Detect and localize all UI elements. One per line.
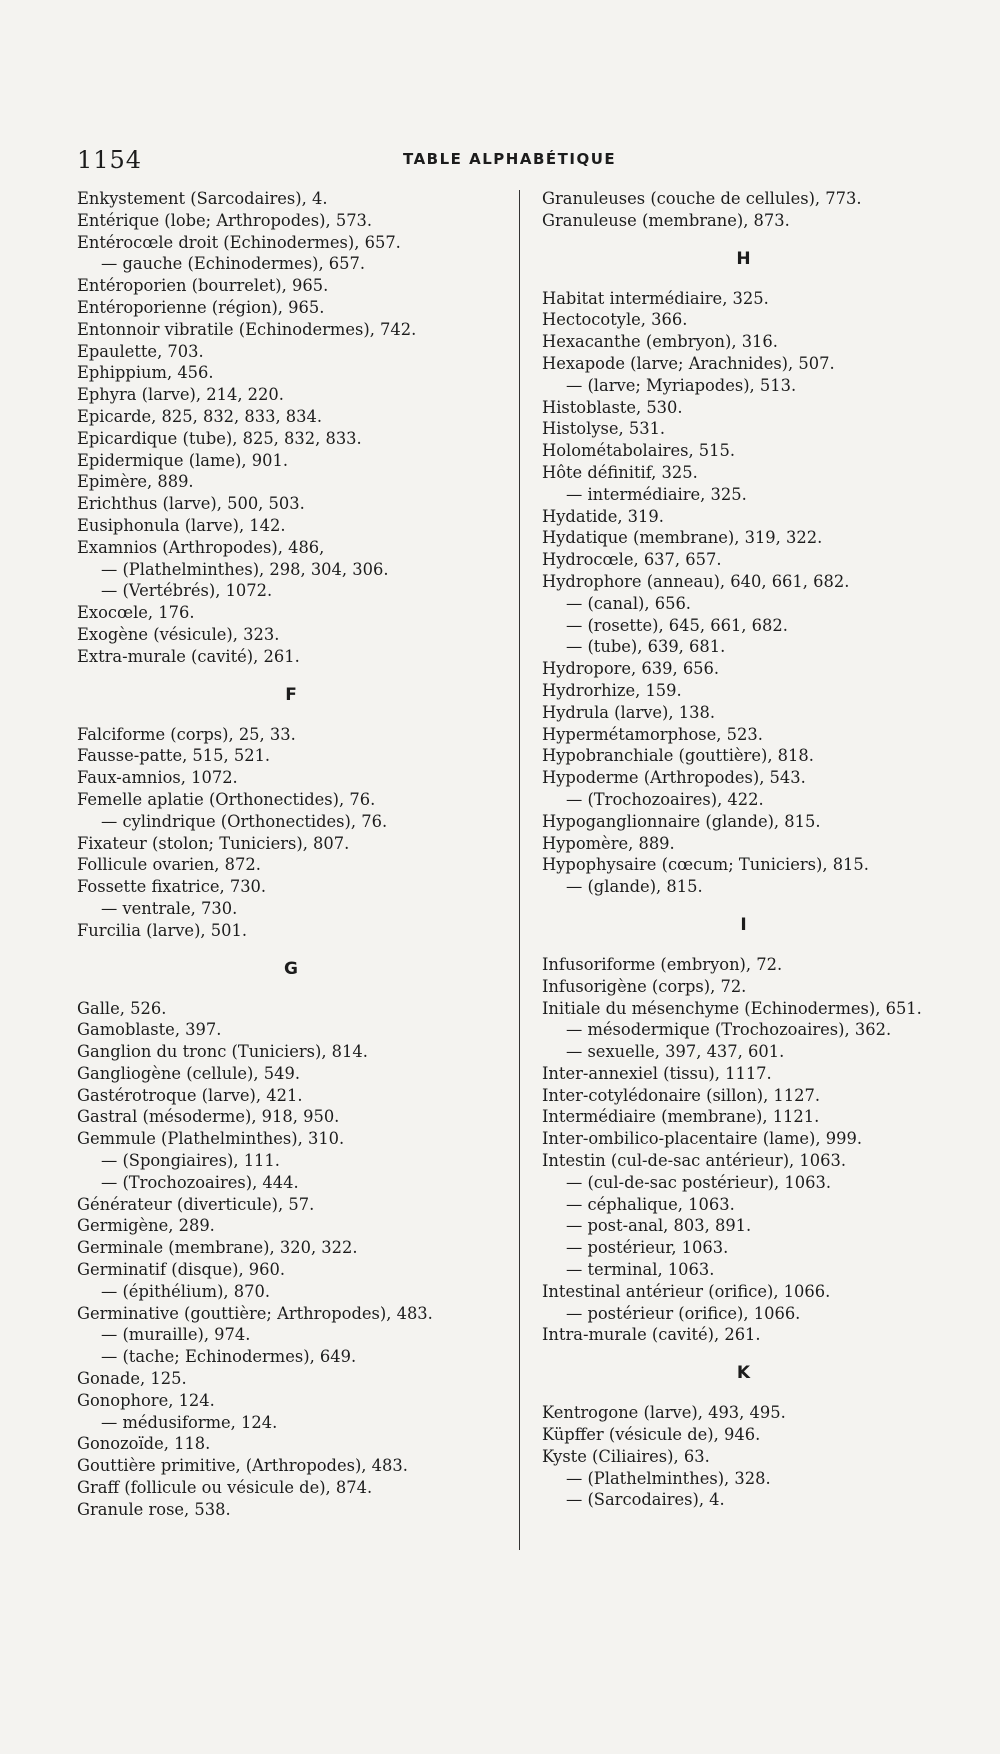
index-entry: Enkystement (Sarcodaires), 4.: [77, 189, 328, 208]
index-entry: Germinale (membrane), 320, 322.: [77, 1238, 358, 1258]
index-entry: Exocœle, 176.: [77, 603, 195, 623]
index-subentry: — (Plathelminthes), 298, 304, 306.: [101, 559, 389, 579]
index-entry: Infusorigène (corps), 72.: [542, 976, 747, 996]
index-entry: Epicarde, 825, 832, 833, 834.: [77, 406, 323, 426]
index-entry: Granule rose, 538.: [77, 1499, 231, 1519]
index-entry: Intermédiaire (membrane), 1121.: [542, 1107, 820, 1127]
index-entry: Gonozoïde, 118.: [77, 1434, 211, 1454]
index-entry: Kentrogone (larve), 493, 495.: [542, 1403, 786, 1423]
index-entry: Hydatide, 319.: [542, 506, 664, 526]
index-entry: Hydrocœle, 637, 657.: [542, 550, 722, 570]
column-divider: [519, 190, 520, 1550]
index-subentry: — gauche (Echinodermes), 657.: [101, 254, 366, 274]
index-subentry: — (épithélium), 870.: [101, 1281, 271, 1301]
index-subentry: — postérieur (orifice), 1066.: [566, 1303, 801, 1323]
index-subentry: — intermédiaire, 325.: [566, 484, 747, 504]
index-entry: Intestinal antérieur (orifice), 1066.: [542, 1281, 831, 1301]
index-entry: Germigène, 289.: [77, 1216, 215, 1236]
index-entry: Intra-murale (cavité), 261.: [542, 1325, 761, 1345]
index-entry: Ephippium, 456.: [77, 363, 214, 383]
index-column-right: [542, 188, 947, 1511]
index-entry: Hectocotyle, 366.: [542, 310, 688, 330]
index-subentry: — (Sarcodaires), 4.: [566, 1490, 725, 1510]
index-entry: Falciforme (corps), 25, 33.: [77, 724, 296, 744]
index-entry: Hypobranchiale (gouttière), 818.: [542, 746, 814, 766]
index-entry: Granuleuse (membrane), 873.: [542, 210, 790, 230]
index-entry: Histoblaste, 530.: [542, 397, 683, 417]
section-letter-heading: H: [736, 248, 753, 269]
index-entry: Holométabolaires, 515.: [542, 441, 736, 461]
index-entry: Hexapode (larve; Arachnides), 507.: [542, 353, 835, 373]
index-entry: Epimère, 889.: [77, 472, 194, 492]
index-entry: Inter-annexiel (tissu), 1117.: [542, 1063, 772, 1083]
index-entry: Infusoriforme (embryon), 72.: [542, 954, 783, 974]
index-entry: Germinatif (disque), 960.: [77, 1260, 286, 1280]
index-column-left: [77, 188, 507, 1521]
index-entry: Hypoderme (Arthropodes), 543.: [542, 768, 806, 788]
index-entry: Hydrophore (anneau), 640, 661, 682.: [542, 571, 850, 591]
section-letter-heading: G: [284, 958, 300, 979]
index-entry: Fixateur (stolon; Tuniciers), 807.: [77, 833, 350, 853]
index-subentry: — postérieur, 1063.: [566, 1238, 729, 1258]
index-entry: Gonophore, 124.: [77, 1390, 215, 1410]
index-subentry: — (tache; Echinodermes), 649.: [101, 1347, 357, 1367]
index-entry: Hypomère, 889.: [542, 833, 675, 853]
index-entry: Gemmule (Plathelminthes), 310.: [77, 1129, 345, 1149]
section-letter-heading: I: [740, 914, 749, 935]
index-entry: Erichthus (larve), 500, 503.: [77, 494, 305, 514]
index-entry: Hypophysaire (cœcum; Tuniciers), 815.: [542, 855, 869, 875]
index-entry: Ganglion du tronc (Tuniciers), 814.: [77, 1042, 368, 1062]
index-entry: Galle, 526.: [77, 998, 167, 1018]
index-subentry: — post-anal, 803, 891.: [566, 1216, 752, 1236]
index-entry: Hypoganglionnaire (glande), 815.: [542, 811, 821, 831]
index-subentry: — (glande), 815.: [566, 877, 703, 897]
index-entry: Furcilia (larve), 501.: [77, 920, 248, 940]
index-entry: Epidermique (lame), 901.: [77, 450, 289, 470]
index-entry: Gangliogène (cellule), 549.: [77, 1063, 300, 1083]
index-entry: Graff (follicule ou vésicule de), 874.: [77, 1478, 373, 1498]
index-entry: Examnios (Arthropodes), 486,: [77, 537, 325, 557]
index-entry: Hydrula (larve), 138.: [542, 702, 716, 722]
index-entry: Küpffer (vésicule de), 946.: [542, 1425, 761, 1445]
index-entry: Entonnoir vibratile (Echinodermes), 742.: [77, 319, 417, 339]
index-entry: Hydropore, 639, 656.: [542, 659, 720, 679]
index-subentry: — (Plathelminthes), 328.: [566, 1468, 771, 1488]
index-entry: Granuleuses (couche de cellules), 773.: [542, 189, 862, 208]
index-entry: Hôte définitif, 325.: [542, 462, 698, 482]
index-subentry: — céphalique, 1063.: [566, 1194, 735, 1214]
index-subentry: — (Trochozoaires), 444.: [101, 1172, 299, 1192]
index-entry: Epaulette, 703.: [77, 341, 204, 361]
index-subentry: — (Vertébrés), 1072.: [101, 581, 273, 601]
index-entry: Entéroporien (bourrelet), 965.: [77, 276, 329, 296]
index-entry: Entérocœle droit (Echinodermes), 657.: [77, 232, 401, 252]
section-letter-heading: K: [736, 1363, 753, 1384]
index-entry: Eusiphonula (larve), 142.: [77, 515, 286, 535]
index-entry: Inter-cotylédonaire (sillon), 1127.: [542, 1085, 821, 1105]
index-entry: Hypermétamorphose, 523.: [542, 724, 763, 744]
index-entry: Kyste (Ciliaires), 63.: [542, 1446, 710, 1466]
index-subentry: — (tube), 639, 681.: [566, 637, 726, 657]
index-entry: Faux-amnios, 1072.: [77, 768, 238, 788]
index-entry: Intestin (cul-de-sac antérieur), 1063.: [542, 1151, 847, 1171]
index-subentry: — sexuelle, 397, 437, 601.: [566, 1042, 785, 1062]
index-entry: Gastral (mésoderme), 918, 950.: [77, 1107, 340, 1127]
index-entry: Epicardique (tube), 825, 832, 833.: [77, 428, 362, 448]
index-entry: Fausse-patte, 515, 521.: [77, 746, 271, 766]
index-entry: Hydrorhize, 159.: [542, 680, 682, 700]
index-entry: Hydatique (membrane), 319, 322.: [542, 528, 823, 548]
index-entry: Germinative (gouttière; Arthropodes), 483.: [77, 1303, 433, 1323]
index-entry: Générateur (diverticule), 57.: [77, 1194, 315, 1214]
index-subentry: — (rosette), 645, 661, 682.: [566, 615, 788, 635]
index-subentry: — terminal, 1063.: [566, 1260, 715, 1280]
index-entry: Gonade, 125.: [77, 1369, 187, 1389]
index-entry: Extra-murale (cavité), 261.: [77, 646, 300, 666]
index-entry: Entérique (lobe; Arthropodes), 573.: [77, 210, 373, 230]
index-entry: Hexacanthe (embryon), 316.: [542, 332, 778, 352]
index-subentry: — (cul-de-sac postérieur), 1063.: [566, 1172, 831, 1192]
index-subentry: — (muraille), 974.: [101, 1325, 251, 1345]
index-entry: Histolyse, 531.: [542, 419, 666, 439]
index-subentry: — médusiforme, 124.: [101, 1412, 278, 1432]
index-entry: Initiale du mésenchyme (Echinodermes), 651.: [542, 998, 922, 1018]
index-entry: Habitat intermédiaire, 325.: [542, 288, 769, 308]
index-entry: Ephyra (larve), 214, 220.: [77, 385, 284, 405]
index-entry: Follicule ovarien, 872.: [77, 855, 261, 875]
index-subentry: — mésodermique (Trochozoaires), 362.: [566, 1020, 892, 1040]
index-entry: Gastérotroque (larve), 421.: [77, 1085, 303, 1105]
page-number: 1154: [77, 146, 143, 174]
running-title: TABLE ALPHABÉTIQUE: [403, 150, 617, 168]
index-subentry: — (larve; Myriapodes), 513.: [566, 375, 797, 395]
index-entry: Gamoblaste, 397.: [77, 1020, 222, 1040]
index-entry: Gouttière primitive, (Arthropodes), 483.: [77, 1456, 408, 1476]
section-letter-heading: F: [285, 684, 299, 705]
index-subentry: — cylindrique (Orthonectides), 76.: [101, 811, 388, 831]
index-subentry: — ventrale, 730.: [101, 898, 238, 918]
index-entry: Femelle aplatie (Orthonectides), 76.: [77, 789, 376, 809]
index-subentry: — (Spongiaires), 111.: [101, 1151, 280, 1171]
index-subentry: — (canal), 656.: [566, 593, 691, 613]
index-subentry: — (Trochozoaires), 422.: [566, 789, 764, 809]
index-entry: Entéroporienne (région), 965.: [77, 297, 325, 317]
index-entry: Fossette fixatrice, 730.: [77, 877, 267, 897]
index-entry: Inter-ombilico-placentaire (lame), 999.: [542, 1129, 863, 1149]
index-entry: Exogène (vésicule), 323.: [77, 624, 280, 644]
